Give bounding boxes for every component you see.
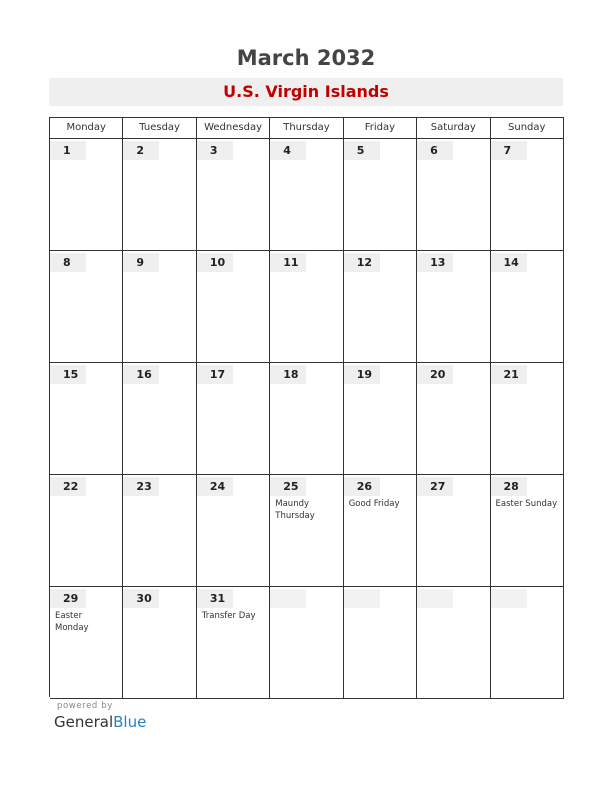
day-number: 28 [491, 477, 527, 496]
day-number: 9 [123, 253, 159, 272]
weekday-header: Monday [50, 118, 123, 139]
week-row [50, 251, 564, 363]
day-cell [270, 363, 343, 475]
day-number: 25 [270, 477, 306, 496]
day-cell [270, 587, 343, 699]
day-cell [417, 139, 490, 251]
day-cell [50, 587, 123, 699]
day-cell [123, 139, 196, 251]
day-cell [417, 475, 490, 587]
day-number [417, 589, 453, 608]
day-cell [344, 363, 417, 475]
brand-blue-text: Blue [113, 713, 147, 731]
page-title: March 2032 [236, 46, 376, 70]
weekday-header: Sunday [491, 118, 564, 139]
day-cell [491, 363, 564, 475]
day-cell [344, 475, 417, 587]
day-cell [197, 251, 270, 363]
day-number: 12 [344, 253, 380, 272]
region-subtitle: U.S. Virgin Islands [49, 78, 563, 106]
powered-by-text: powered by [57, 701, 113, 711]
day-cell [270, 139, 343, 251]
day-cell [491, 251, 564, 363]
day-cell [123, 587, 196, 699]
day-cell [344, 251, 417, 363]
day-number [344, 589, 380, 608]
day-number: 3 [197, 141, 233, 160]
day-number: 4 [270, 141, 306, 160]
week-row [50, 363, 564, 475]
day-cell [491, 587, 564, 699]
day-cell [197, 139, 270, 251]
day-cell [123, 475, 196, 587]
day-number: 24 [197, 477, 233, 496]
day-number: 17 [197, 365, 233, 384]
day-number [491, 589, 527, 608]
day-cell [197, 363, 270, 475]
day-cell [50, 251, 123, 363]
day-cell [491, 139, 564, 251]
day-cell [270, 475, 343, 587]
day-cell [417, 587, 490, 699]
day-number: 30 [123, 589, 159, 608]
day-number: 10 [197, 253, 233, 272]
weekday-header: Tuesday [123, 118, 196, 139]
calendar-grid [49, 117, 564, 697]
day-cell [50, 363, 123, 475]
day-cell [491, 475, 564, 587]
weekday-header: Saturday [417, 118, 490, 139]
day-number: 26 [344, 477, 380, 496]
day-number: 13 [417, 253, 453, 272]
day-number: 8 [50, 253, 86, 272]
day-cell [417, 251, 490, 363]
day-cell [197, 475, 270, 587]
day-number: 23 [123, 477, 159, 496]
holiday-label: Maundy Thursday [275, 499, 315, 521]
day-number [270, 589, 306, 608]
brand-general-text: General [54, 713, 114, 731]
day-cell [197, 587, 270, 699]
day-number: 31 [197, 589, 233, 608]
day-cell [344, 139, 417, 251]
day-cell [123, 363, 196, 475]
weeks-container [50, 139, 564, 699]
weekday-header: Thursday [270, 118, 343, 139]
day-number: 7 [491, 141, 527, 160]
day-number: 18 [270, 365, 306, 384]
day-number: 19 [344, 365, 380, 384]
week-row [50, 475, 564, 587]
day-cell [270, 251, 343, 363]
day-number: 14 [491, 253, 527, 272]
day-number: 16 [123, 365, 159, 384]
weekday-header: Wednesday [197, 118, 270, 139]
day-number: 15 [50, 365, 86, 384]
weekday-header: Friday [344, 118, 417, 139]
weekday-header-row [50, 118, 564, 139]
day-cell [50, 139, 123, 251]
day-number: 1 [50, 141, 86, 160]
week-row [50, 139, 564, 251]
day-number: 11 [270, 253, 306, 272]
holiday-label: Transfer Day [201, 611, 256, 621]
day-number: 2 [123, 141, 159, 160]
day-cell [123, 251, 196, 363]
holiday-label: Good Friday [348, 499, 400, 509]
day-cell [50, 475, 123, 587]
day-number: 21 [491, 365, 527, 384]
day-number: 29 [50, 589, 86, 608]
day-number: 20 [417, 365, 453, 384]
day-cell [417, 363, 490, 475]
holiday-label: Easter Sunday [495, 499, 558, 509]
day-number: 6 [417, 141, 453, 160]
holiday-label: Easter Monday [55, 611, 89, 633]
generalblue-logo[interactable] [54, 713, 146, 731]
week-row [50, 587, 564, 699]
day-cell [344, 587, 417, 699]
day-number: 5 [344, 141, 380, 160]
day-number: 27 [417, 477, 453, 496]
day-number: 22 [50, 477, 86, 496]
